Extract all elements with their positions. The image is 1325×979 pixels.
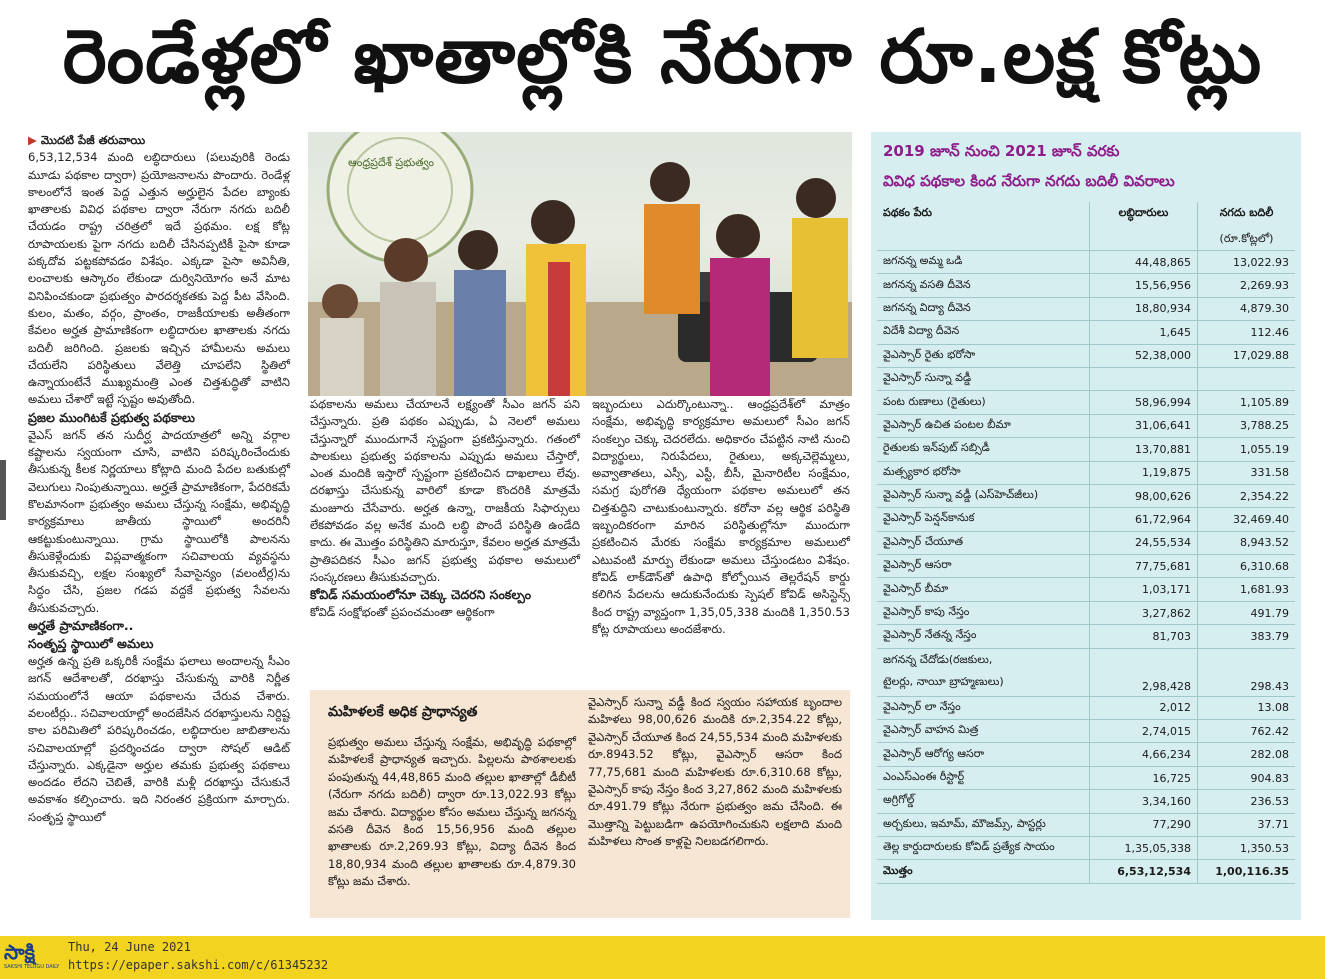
amount-cell: 2,354.22 (1198, 484, 1296, 507)
beneficiaries-cell: 16,725 (1090, 766, 1198, 789)
scheme-line: జగనన్న చేదోడు(రజకులు, (883, 653, 993, 667)
table-title: 2019 జూన్ నుంచి 2021 జూన్ వరకు (883, 142, 1120, 160)
paragraph: అర్హత ఉన్న ప్రతి ఒక్కరికీ సంక్షేమ ఫలాలు అందాలన్న సీఎం జగన్ ఆదేశాలతో, దరఖాస్తు చేసుకున్న వారికి నిర్ణీత సమయంలోనే ఆయా పథకాలను చేరువ చేశారు. వలంటీర్లు.. సచివాలయాల్లో అందజేసిన దరఖాస్తులను నిర్దిష్ట కాల పరిమితిలో పరిష్కరించడం, లబ్ధిదారుల జాబితాలను సచివాలయాల్లో ప్రదర్శించడం ద్వారా సోషల్ ఆడిట్ చేస్తున్నారు. ఎక్కడైనా అర్హుల తమకు ప్రభుత్వ పథకాలు అందడం లేదని చెబితే, వారికి మళ్లీ దరఖాస్తు చేసుకునే అవకాశం కల్పించారు. ఇది నిరంతర ప్రక్రియగా మార్చారు. సంతృప్త స్థాయిలో (28, 654, 290, 824)
jump-label: మొదటి పేజీ తరువాయి (40, 133, 146, 147)
beneficiaries-cell: 3,34,160 (1090, 790, 1198, 813)
beneficiaries-cell: 13,70,881 (1090, 438, 1198, 461)
amount-cell: 904.83 (1198, 766, 1296, 789)
amount-cell: 383.79 (1198, 625, 1296, 648)
header-amount (1198, 202, 1296, 251)
table-row (877, 344, 1295, 367)
paragraph: 6,53,12,534 మంది లబ్ధిదారులు (పలువురికి రెండు మూడు పథకాల ద్వారా) ప్రయోజనాలను పొందారు. రెండేళ్ల కాలంలోనే ఇంత పెద్ద ఎత్తున అర్హులైన పేదల బ్యాంకు ఖాతాలకు వివిధ పథకాల ద్వారా నేరుగా నగదు బదిలీ చేయడం రాష్ట్ర చరిత్రలో ఇదే ప్రథమం. లక్ష కోట్ల రూపాయలకు పైగా నగదు బదిలీ చేసినప్పటికీ పైసా కూడా పక్కదోవ పట్టకపోవడం విశేషం. ఎక్కడా పైసా అవినీతి, లంచాలకు ఆస్కారం లేకుండా దుర్వినియోగం అనే మాట వినిపించకుండా ప్రభుత్వం పారదర్శకతకు పెద్ద పీట వేసింది. కులం, మతం, వర్గం, ప్రాంతం, రాజకీయాలకు అతీతంగా కేవలం అర్హత ప్రామాణికంగా లబ్ధిదారుల ఖాతాలకు నగదు బదిలీ జరిగింది. ప్రజలకు ఇచ్చిన హామీలను అమలు చేయలేని పరిస్థితులు వేలెత్తి చూపలేని స్థితిలో ఉన్నాయంటేనే ముఖ్యమంత్రి ఎంత చిత్తశుద్ధితో వాటిని అమలు చేశారో ఇట్టే స్పష్టం అవుతోంది. (28, 150, 290, 407)
table-row (877, 321, 1295, 344)
scheme-cell: వైఎస్సార్ రైతు భరోసా (877, 344, 1090, 367)
continued-from-front-page: ▶ మొదటి పేజీ తరువాయి (28, 133, 146, 147)
beneficiaries-cell: 4,66,234 (1090, 743, 1198, 766)
beneficiaries-cell: 58,96,994 (1090, 391, 1198, 414)
header-amount-label: నగదు బదిలీ (1219, 206, 1274, 219)
table-row (877, 251, 1295, 274)
amount-cell: 4,879.30 (1198, 297, 1296, 320)
scheme-cell: వైఎస్సార్ ఆరోగ్య ఆసరా (877, 743, 1090, 766)
amount-cell: 331.58 (1198, 461, 1296, 484)
scheme-cell: జగనన్న వసతి దీవెన (877, 274, 1090, 297)
scheme-cell: అగ్రిగోల్డ్ (877, 790, 1090, 813)
beneficiaries-cell: 77,290 (1090, 813, 1198, 836)
scheme-cell: మొత్తం (877, 860, 1090, 883)
scheme-cell: విదేశీ విద్యా దీవెన (877, 321, 1090, 344)
epaper-link[interactable]: https://epaper.sakshi.com/c/61345232 (68, 958, 329, 972)
table-row (877, 555, 1295, 578)
table-row (877, 625, 1295, 648)
amount-cell: 37.71 (1198, 813, 1296, 836)
beneficiaries-cell: 2,012 (1090, 696, 1198, 719)
subheading: అర్హతే ప్రామాణికంగా.. (28, 618, 134, 634)
edition-date: Thu, 24 June 2021 (68, 940, 191, 954)
scheme-cell: జగనన్న అమ్మ ఒడి (877, 251, 1090, 274)
table-row (877, 696, 1295, 719)
beneficiaries-cell: 15,56,956 (1090, 274, 1198, 297)
scheme-cell: వైఎస్సార్ చేయూత (877, 531, 1090, 554)
scheme-cell: వైఎస్సార్ ఉచిత పంటల బీమా (877, 414, 1090, 437)
headline: రెండేళ్లలో ఖాతాల్లోకి నేరుగా రూ.లక్ష కోట్లు (62, 14, 1263, 100)
scheme-cell: రైతులకు ఇన్‌పుట్ సబ్సిడీ (877, 438, 1090, 461)
beneficiaries-cell: 6,53,12,534 (1090, 860, 1198, 883)
amount-cell: 13,022.93 (1198, 251, 1296, 274)
women-priority-box (310, 690, 850, 918)
amount-cell: 13.08 (1198, 696, 1296, 719)
logo-text: సాక్షి (4, 940, 36, 964)
scheme-cell: వైఎస్సార్ నేతన్న నేస్తం (877, 625, 1090, 648)
footer-bar (0, 936, 1325, 979)
beneficiaries-cell: 1,03,171 (1090, 578, 1198, 601)
scheme-cell (877, 648, 1090, 696)
scheme-cell: వైఎస్సార్ కాపు నేస్తం (877, 601, 1090, 624)
table-row (877, 860, 1295, 883)
beneficiaries-cell: 2,98,428 (1090, 648, 1198, 696)
beneficiaries-cell: 2,74,015 (1090, 720, 1198, 743)
subheading: ప్రజల ముంగిటకే ప్రభుత్వ పథకాలు (28, 409, 196, 425)
amount-cell: 236.53 (1198, 790, 1296, 813)
amount-cell: 1,681.93 (1198, 578, 1296, 601)
beneficiaries-cell: 1,19,875 (1090, 461, 1198, 484)
header-beneficiaries: లబ్ధిదారులు (1090, 202, 1198, 251)
logo-subtext: SAKSHI TELUGU DAILY (4, 964, 60, 970)
article-column-3 (592, 396, 850, 638)
sakshi-logo (4, 940, 62, 976)
subheading: సంతృప్త స్థాయిలో అమలు (28, 636, 154, 652)
amount-cell: 1,00,116.35 (1198, 860, 1296, 883)
table-row (877, 790, 1295, 813)
scheme-cell: తెల్ల కార్డుదారులకు కోవిడ్ ప్రత్యేక సాయం (877, 836, 1090, 859)
box-left-text: ప్రభుత్వం అమలు చేస్తున్న సంక్షేమ, అభివృద్ధి పథకాల్లో మహిళలకే ప్రాధాన్యత ఇచ్చారు. పిల్లలను పాఠశాలలకు పంపుతున్న 44,48,865 మంది తల్లుల ఖాతాల్లో డీబీటీ (నేరుగా నగదు బదిలీ) ద్వారా రూ.13,022.93 కోట్లు జమ చేశారు. విద్యార్థుల కోసం అమలు చేస్తున్న జగనన్న వసతి దీవెన కింద 15,56,956 మంది తల్లుల ఖాతాలకు రూ.2,269.93 కోట్లు, విద్యా దీవెన కింద 18,80,934 మంది తల్లుల ఖాతాలకు రూ.4,879.30 కోట్లు జమ చేశారు. (328, 735, 576, 889)
amount-cell: 3,788.25 (1198, 414, 1296, 437)
amount-cell: 1,350.53 (1198, 836, 1296, 859)
beneficiaries-cell: 81,703 (1090, 625, 1198, 648)
table-row (877, 601, 1295, 624)
amount-cell: 6,310.68 (1198, 555, 1296, 578)
paragraph: వైఎస్ జగన్ తన సుదీర్ఘ పాదయాత్రలో అన్ని వర్గాల కష్టాలను స్వయంగా చూసి, వాటిని పరిష్కరించేందుకు తీసుకున్న కీలక నిర్ణయాలు కోట్లాది మంది పేదల బతుకుల్లో వెలుగులు నింపుతున్నాయి. అర్హతే ప్రామాణికంగా, పేదరికమే కొలమానంగా ప్రభుత్వం అమలు చేస్తున్న సంక్షేమ, అభివృద్ధి కార్యక్రమాలు జాతీయ స్థాయిలో అందరినీ ఆకట్టుకుంటున్నాయి. గ్రామ స్థాయిలోకి పాలనను తీసుకెళ్లేందుకు విప్లవాత్మకంగా సచివాలయ వ్యవస్థను తీసుకువచ్చి, లక్షల సంఖ్యలో సేవాసైన్యం (వలంటీర్ల)ను సిద్ధం చేసి, ప్రజల గడప వద్దకే ప్రభుత్వ సేవలను తీసుకువచ్చారు. (28, 427, 290, 615)
beneficiaries-cell: 52,38,000 (1090, 344, 1198, 367)
table-row (877, 414, 1295, 437)
amount-cell: 2,269.93 (1198, 274, 1296, 297)
scheme-cell: వైఎస్సార్ సున్నా వడ్డీ (877, 367, 1090, 390)
beneficiaries-cell: 77,75,681 (1090, 555, 1198, 578)
scheme-cell: జగనన్న విద్యా దీవెన (877, 297, 1090, 320)
table-row (877, 438, 1295, 461)
beneficiaries-cell: 18,80,934 (1090, 297, 1198, 320)
table-row (877, 484, 1295, 507)
scheme-cell: వైఎస్సార్ పెన్షన్‌కానుక (877, 508, 1090, 531)
scheme-cell: వైఎస్సార్ సున్నా వడ్డీ (ఎస్‌హెచ్‌జీలు) (877, 484, 1090, 507)
beneficiaries-cell: 1,645 (1090, 321, 1198, 344)
scheme-cell: పంట రుణాలు (రైతులు) (877, 391, 1090, 414)
table-row (877, 648, 1295, 696)
table-row (877, 508, 1295, 531)
beneficiaries-cell: 98,00,626 (1090, 484, 1198, 507)
box-title: మహిళలకే అధిక ప్రాధాన్యత (328, 704, 478, 720)
article-column-2 (310, 396, 580, 622)
paragraph: పథకాలను అమలు చేయాలనే లక్ష్యంతో సీఎం జగన్ పని చేస్తున్నారు. ప్రతి పథకం ఎప్పుడు, ఏ నెలలో అమలు చేస్తున్నారో ముందుగానే స్పష్టంగా ప్రకటిస్తున్నారు. గతంలో పాలకులు ప్రభుత్వ పథకాలను ఎప్పుడు అమలు చేస్తారో, ఎంత మందికి ఇస్తారో స్పష్టంగా ప్రకటించిన దాఖలాలు లేవు. దరఖాస్తు చేసుకున్న వారిలో కూడా కొందరికి మాత్రమే మంజూరు చేసేవారు. అర్హత ఉన్నా, రాజకీయ సిఫార్సులు లేకపోవడం వల్ల అనేక మంది లబ్ధి పొందే పరిస్థితి ఉండేది కాదు. ఈ మొత్తం పరిస్థితిని మారుస్తూ, కేవలం అర్హత మాత్రమే ప్రాతిపదికన సీఎం జగన్ ప్రభుత్వ పథకాల అమలులో సంస్కరణలు తీసుకువచ్చారు. (310, 397, 580, 584)
amount-cell: 1,055.19 (1198, 438, 1296, 461)
table-row (877, 367, 1295, 390)
amount-cell: 32,469.40 (1198, 508, 1296, 531)
photo-illustration (308, 132, 852, 396)
table-row (877, 461, 1295, 484)
beneficiaries-cell (1090, 367, 1198, 390)
page-edge-marker (0, 460, 6, 520)
paragraph: ఇబ్బందులు ఎదుర్కొంటున్నా.. ఆంధ్రప్రదేశ్‌లో మాత్రం సంక్షేమ, అభివృద్ధి కార్యక్రమాల అమలులో సీఎం జగన్ సంకల్పం చెక్కు చెదరలేదు. అధికారం చేపట్టిన నాటి నుంచి విద్యార్థులు, నిరుపేదలు, రైతులు, అక్కచెల్లెమ్మలు, అవ్వాతాతలు, ఎస్సీ, ఎస్టీ, బీసీ, మైనారిటీల సంక్షేమం, సమగ్ర పురోగతి ధ్యేయంగా పథకాల అమలులో తన చిత్తశుద్ధిని చాటుకుంటున్నారు. కరోనా వల్ల ఆర్థిక పరిస్థితి ఇబ్బందికరంగా మారిన పరిస్థితుల్లోనూ ముందుగా ప్రకటించిన మేరకు సంక్షేమ కార్యక్రమాల అమలులో ఎటువంటి మార్పు లేకుండా అమలు చేస్తుండటం విశేషం. కోవిడ్ లాక్‌డౌన్‌తో ఉపాధి కోల్పోయిన తెల్లరేషన్ కార్డు కలిగిన పేదలను ఆదుకునేందుకు స్పెషల్ కోవిడ్ అసిస్టెన్స్ కింద రాష్ట్ర వ్యాప్తంగా 1,35,05,338 మందికి 1,350.53 కోట్ల రూపాయలు అందజేశారు. (592, 397, 850, 636)
cash-transfer-table (877, 202, 1295, 884)
header-amount-unit: (రూ.కోట్లలో) (1219, 232, 1274, 245)
table-row (877, 274, 1295, 297)
subheading: కోవిడ్ సమయంలోనూ చెక్కు చెదరని సంకల్పం (310, 587, 532, 603)
scheme-cell: వైఎస్సార్ వాహన మిత్ర (877, 720, 1090, 743)
table-row (877, 766, 1295, 789)
scheme-cell: వైఎస్సార్ లా నేస్తం (877, 696, 1090, 719)
amount-cell: 17,029.88 (1198, 344, 1296, 367)
amount-cell: 8,943.52 (1198, 531, 1296, 554)
beneficiaries-cell: 24,55,534 (1090, 531, 1198, 554)
beneficiaries-cell: 31,06,641 (1090, 414, 1198, 437)
paragraph: కోవిడ్ సంక్షోభంతో ప్రపంచమంతా ఆర్థికంగా (310, 605, 495, 620)
table-header-row (877, 202, 1295, 251)
beneficiaries-cell: 61,72,964 (1090, 508, 1198, 531)
scheme-cell: ఎంఎస్ఎంఈ రీస్టార్ట్ (877, 766, 1090, 789)
scheme-cell: మత్స్యకార భరోసా (877, 461, 1090, 484)
scheme-cell: వైఎస్సార్ బీమా (877, 578, 1090, 601)
table-row (877, 720, 1295, 743)
table-row (877, 813, 1295, 836)
table-row (877, 836, 1295, 859)
amount-cell: 762.42 (1198, 720, 1296, 743)
amount-cell: 298.43 (1198, 648, 1296, 696)
amount-cell: 1,105.89 (1198, 391, 1296, 414)
table-row (877, 743, 1295, 766)
beneficiaries-cell: 3,27,862 (1090, 601, 1198, 624)
cash-transfer-table-panel (871, 132, 1301, 920)
table-row (877, 391, 1295, 414)
beneficiaries-cell: 44,48,865 (1090, 251, 1198, 274)
box-right-text: వైఎస్సార్ సున్నా వడ్డీ కింద స్వయం సహాయక బృందాల మహిళలు 98,00,626 మందికి రూ.2,354.22 కోట్లు, వైఎస్సార్ చేయూత కింద 24,55,534 మంది మహిళలకు రూ.8943.52 కోట్లు, వైఎస్సార్ ఆసరా కింద 77,75,681 మంది మహిళలకు రూ.6,310.68 కోట్లు, వైఎస్సార్ కాపు నేస్తం కింద 3,27,862 మంది మహిళలకు రూ.491.79 కోట్లు నేరుగా ప్రభుత్వం జమ చేసింది. ఈ మొత్తాన్ని పెట్టుబడిగా ఉపయోగించుకుని లక్షలాది మంది మహిళలు సొంత కాళ్లపై నిలబడగలిగారు. (588, 695, 842, 849)
scheme-cell: వైఎస్సార్ ఆసరా (877, 555, 1090, 578)
table-row (877, 578, 1295, 601)
amount-cell: 491.79 (1198, 601, 1296, 624)
news-photo (308, 132, 852, 396)
table-subtitle: వివిధ పథకాల కింద నేరుగా నగదు బదిలీ వివరాలు (883, 172, 1175, 190)
table-row (877, 531, 1295, 554)
amount-cell (1198, 367, 1296, 390)
scheme-cell: అర్చకులు, ఇమామ్, మౌజమ్స్, పాస్టర్లు (877, 813, 1090, 836)
seal-text: ఆంధ్రప్రదేశ్ ప్రభుత్వం (348, 156, 435, 169)
beneficiaries-cell: 1,35,05,338 (1090, 836, 1198, 859)
header-scheme: పథకం పేరు (877, 202, 1090, 251)
amount-cell: 282.08 (1198, 743, 1296, 766)
article-column-1 (28, 132, 290, 826)
amount-cell: 112.46 (1198, 321, 1296, 344)
scheme-line: టైలర్లు, నాయీ బ్రాహ్మణులు) (883, 675, 1004, 689)
table-row (877, 297, 1295, 320)
